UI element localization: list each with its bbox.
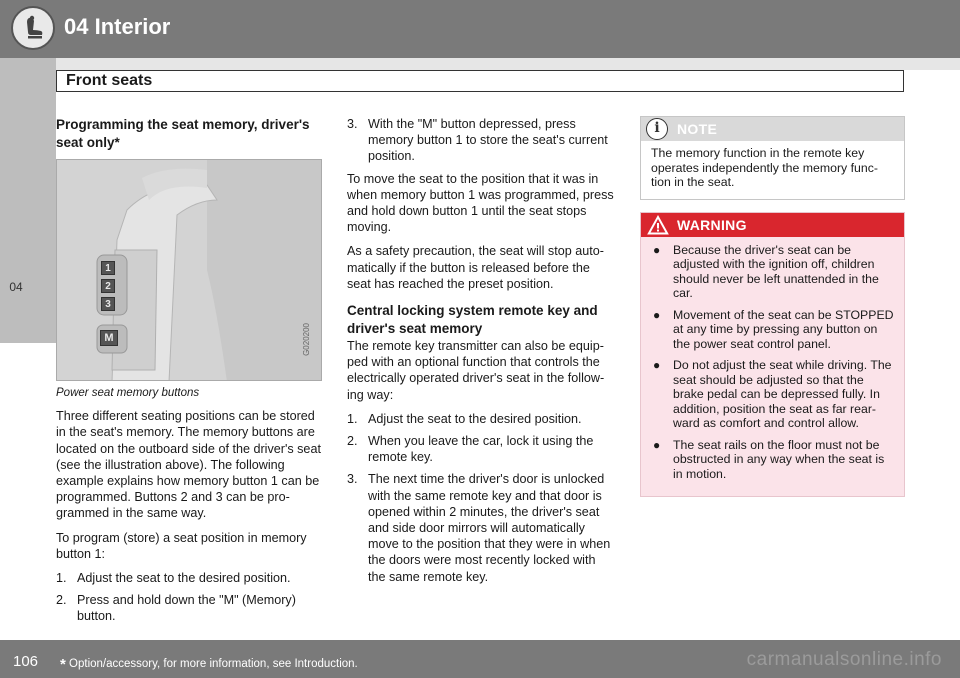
figure-code: G020200 <box>301 323 311 356</box>
step-list <box>347 116 615 165</box>
step-text: When you leave the car, lock it using the remote key. <box>368 434 594 465</box>
page-number: 106 <box>13 653 39 670</box>
seat-side-drawing <box>57 160 322 381</box>
list-item <box>347 433 615 465</box>
page-footer <box>0 640 960 678</box>
memory-button-m: M <box>100 330 118 346</box>
list-item <box>56 592 322 624</box>
paragraph: As a safety precaution, the seat will stop auto-matically if the button is released before the seat has reached the preset position. <box>347 244 604 291</box>
info-icon: i <box>646 118 668 140</box>
warning-triangle-icon <box>647 215 669 235</box>
note-title: NOTE <box>677 121 718 137</box>
note-box <box>640 116 905 200</box>
seat-memory-illustration <box>56 159 322 381</box>
figure-caption: Power seat memory buttons <box>56 387 200 399</box>
list-item <box>56 570 322 586</box>
step-number: 1. <box>56 571 67 586</box>
heading-remote-key: Central locking system remote key and driver's seat memory <box>347 303 598 337</box>
warning-box <box>640 212 905 498</box>
paragraph: To move the seat to the position that it was in when memory button 1 was programmed, press and hold down button 1 until the seat stops moving. <box>347 171 614 235</box>
section-header <box>56 70 904 92</box>
list-item <box>649 438 896 482</box>
note-text: The memory function in the remote key operates independently the memory func-tion in the seat. <box>651 146 878 189</box>
chapter-title: 04 Interior <box>64 14 171 39</box>
warning-text: Movement of the seat can be STOPPED at any time by pressing any button on the power seat control panel. <box>673 307 894 351</box>
step-number: 2. <box>347 434 358 449</box>
memory-button-2: 2 <box>101 279 115 293</box>
section-title: Front seats <box>66 72 153 89</box>
step-text: The next time the driver's door is unlocked with the same remote key and that door is opened within 2 minutes, the driver's seat and side door mirrors will automatically move to the position that they were in when the doors were most recently locked with the same remote key. <box>368 472 611 584</box>
footnote <box>60 654 358 671</box>
list-item <box>649 243 896 301</box>
heading-seat-memory: Programming the seat memory, driver's seat only* <box>56 117 310 150</box>
warning-header <box>641 213 904 237</box>
warning-list <box>641 237 904 497</box>
paragraph: To program (store) a seat position in memory button 1: <box>56 530 307 561</box>
bullet-icon: ● <box>653 437 661 452</box>
footnote-text: Option/accessory, for more information, see Introduction. <box>69 658 358 670</box>
column-right <box>640 116 905 497</box>
chapter-header <box>0 0 960 58</box>
step-number: 2. <box>56 593 67 608</box>
chapter-tab: 04 <box>9 280 23 294</box>
section-divider <box>56 58 960 70</box>
step-number: 1. <box>347 411 358 426</box>
list-item <box>649 358 896 431</box>
paragraph: Three different seating positions can be stored in the seat's memory. The memory buttons are located on the outboard side of the driver's seat (see the illustration above). The following example explains how memory button 1 can be programmed. Buttons 2 and 3 can be pro-grammed in the same way. <box>56 409 321 521</box>
step-number: 3. <box>347 472 358 487</box>
seat-icon <box>11 6 55 50</box>
step-list <box>56 570 322 625</box>
step-number: 3. <box>347 117 358 131</box>
column-middle <box>347 116 615 591</box>
warning-text: Because the driver's seat can be adjusted with the ignition off, children should never be left unattended in the car. <box>673 242 879 300</box>
watermark: carmanualsonline.info <box>746 649 942 670</box>
memory-button-1: 1 <box>101 261 115 275</box>
step-list <box>347 411 615 585</box>
bullet-icon: ● <box>653 358 661 372</box>
warning-text: The seat rails on the floor must not be obstructed in any way when the seat is in motion. <box>673 437 885 481</box>
paragraph: The remote key transmitter can also be equip-ped with an optional function that controls the electrically operated driver's seat in the follow-ing way: <box>347 339 605 402</box>
step-text: Press and hold down the "M" (Memory) button. <box>77 593 296 624</box>
step-text: Adjust the seat to the desired position. <box>368 411 582 426</box>
column-left <box>56 116 322 631</box>
note-header <box>641 117 904 141</box>
warning-text: Do not adjust the seat while driving. The seat should be adjusted so that the brake pedal can be depressed fully. In addition, position the seat as far rear-ward as comfort and control allow. <box>673 358 892 430</box>
list-item <box>347 116 615 165</box>
step-text: Adjust the seat to the desired position. <box>77 571 291 586</box>
bullet-icon: ● <box>653 307 661 322</box>
bullet-icon: ● <box>653 242 661 257</box>
list-item <box>347 471 615 584</box>
list-item <box>649 308 896 352</box>
list-item <box>347 411 615 427</box>
step-text: With the "M" button depressed, press memory button 1 to store the seat's current position. <box>368 117 608 164</box>
chapter-side-strip <box>0 58 56 343</box>
memory-button-3: 3 <box>101 297 115 311</box>
footnote-star: * <box>60 656 66 673</box>
warning-title: WARNING <box>677 216 747 233</box>
